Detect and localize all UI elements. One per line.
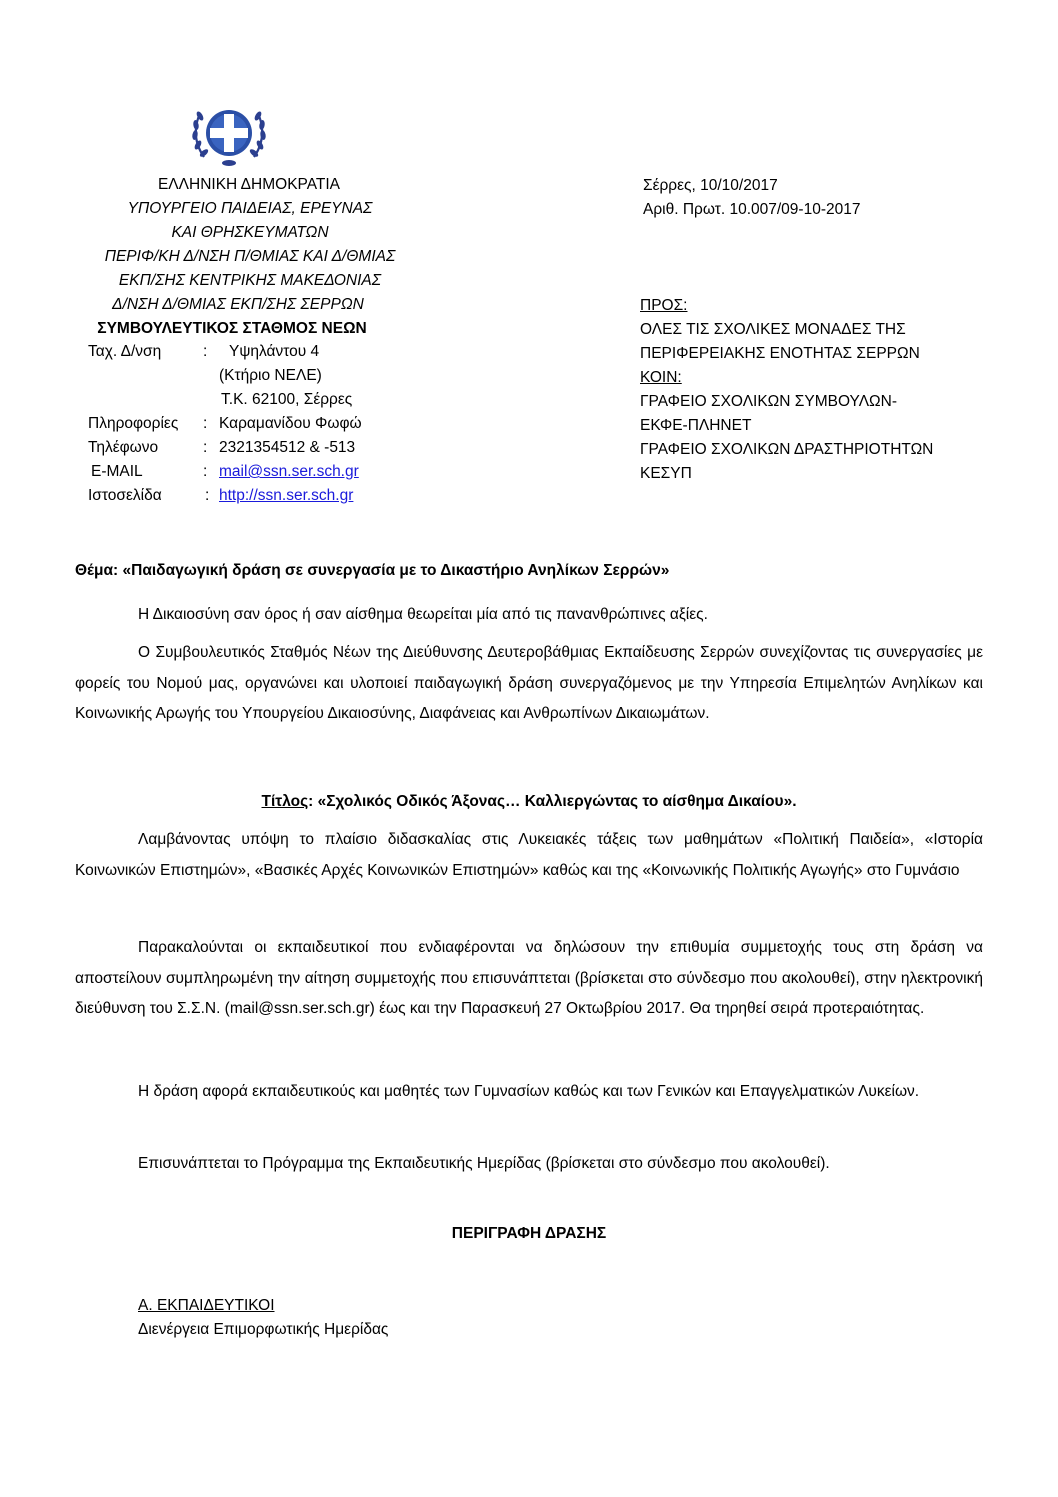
phone-label: Τηλέφωνο bbox=[88, 439, 159, 456]
issuer-line-ministry: ΥΠΟΥΡΓΕΙΟ ΠΑΙΔΕΙΑΣ, ΕΡΕΥΝΑΣ bbox=[127, 200, 373, 217]
phone-colon: : bbox=[203, 439, 208, 456]
to-label: ΠΡΟΣ: bbox=[640, 297, 688, 314]
action-title-label: Τίτλος bbox=[261, 793, 309, 810]
address-label: Ταχ. Δ/νση bbox=[88, 343, 162, 360]
paragraph-audience-text: Η δράση αφορά εκπαιδευτικούς και μαθητές των Γυμνασίων καθώς και των Γενικών και Επαγγελματικών Λυκείων. bbox=[138, 1083, 920, 1100]
cc-label: ΚΟΙΝ: bbox=[640, 369, 682, 386]
cc-line: ΓΡΑΦΕΙΟ ΣΧΟΛΙΚΩΝ ΣΥΜΒΟΥΛΩΝ- bbox=[640, 393, 897, 410]
sub-heading-teachers: Α. ΕΚΠΑΙΔΕΥΤΙΚΟΙ bbox=[138, 1297, 275, 1314]
email-link[interactable]: mail@ssn.ser.sch.gr bbox=[219, 463, 359, 480]
issuer-line-directorate: Δ/ΝΣΗ Δ/ΘΜΙΑΣ ΕΚΠ/ΣΗΣ ΣΕΡΡΩΝ bbox=[112, 296, 364, 313]
document-date: Σέρρες, 10/10/2017 bbox=[643, 177, 778, 194]
paragraph-participation-text: Παρακαλούνται οι εκπαιδευτικοί που ενδιαφέρονται να δηλώσουν την επιθυμία συμμετοχής τους στη δράση να αποστείλουν συμπληρωμένη την αίτηση συμμετοχής που επισυνάπτεται (βρίσκεται στο σύνδεσμο που ακολουθεί), στην ηλεκτρονική διεύθυνση του Σ.Σ.Ν. (mail@ssn.ser.sch.gr) έως και την Παρασκευή 27 Οκτωβρίου 2017. Θα τηρηθεί σειρά προτεραιότητας. bbox=[75, 939, 983, 1017]
website-colon: : bbox=[205, 487, 210, 504]
paragraph-justice bbox=[75, 600, 983, 631]
action-title-text: : «Σχολικός Οδικός Άξονας… Καλλιεργώντας το αίσθημα Δικαίου». bbox=[308, 793, 797, 810]
cc-line: ΓΡΑΦΕΙΟ ΣΧΟΛΙΚΩΝ ΔΡΑΣΤΗΡΙΟΤΗΤΩΝ bbox=[640, 441, 934, 458]
paragraph-organization-text: Ο Συμβουλευτικός Σταθμός Νέων της Διεύθυνσης Δευτεροβάθμιας Εκπαίδευσης Σερρών συνεχίζοντας τις συνεργασίες με φορείς του Νομού μας, οργανώνει και υλοποιεί παιδαγωγική δράση συνεργαζόμενος με την Υπηρεσία Επιμελητών Ανηλίκων και Κοινωνικής Αρωγής του Υπουργείου Δικαιοσύνης, Διαφάνειας και Ανθρωπίνων Δικαιωμάτων. bbox=[75, 644, 983, 722]
paragraph-justice-text: Η Δικαιοσύνη σαν όρος ή σαν αίσθημα θεωρείται μία από τις πανανθρώπινες αξίες. bbox=[138, 606, 708, 623]
email-label: E-MAIL bbox=[91, 463, 143, 480]
to-line: ΠΕΡΙΦΕΡΕΙΑΚΗΣ ΕΝΟΤΗΤΑΣ ΣΕΡΡΩΝ bbox=[640, 345, 920, 362]
issuer-line-station: ΣΥΜΒΟΥΛΕΥΤΙΚΟΣ ΣΤΑΘΜΟΣ ΝΕΩΝ bbox=[97, 320, 367, 337]
info-value: Καραμανίδου Φωφώ bbox=[219, 415, 362, 432]
protocol-number: Αριθ. Πρωτ. 10.007/09-10-2017 bbox=[643, 201, 861, 218]
info-colon: : bbox=[203, 415, 208, 432]
paragraph-curriculum-text: Λαμβάνοντας υπόψη το πλαίσιο διδασκαλίας στις Λυκειακές τάξεις των μαθημάτων «Πολιτική Παιδεία», «Ιστορία Κοινωνικών Επιστημών», «Βασικές Αρχές Κοινωνικών Επιστημών» καθώς και της «Κοινωνικής Πολιτικής Αγωγής» στο Γυμνάσιο bbox=[75, 831, 983, 879]
address-colon: : bbox=[203, 343, 208, 360]
phone-value: 2321354512 & -513 bbox=[219, 439, 356, 456]
to-line: ΟΛΕΣ ΤΙΣ ΣΧΟΛΙΚΕΣ ΜΟΝΑΔΕΣ ΤΗΣ bbox=[640, 321, 906, 338]
paragraph-audience bbox=[75, 1077, 983, 1108]
address-line-3: Τ.Κ. 62100, Σέρρες bbox=[221, 391, 353, 408]
paragraph-attachment bbox=[75, 1149, 983, 1180]
cc-line: ΕΚΦΕ-ΠΛΗΝΕΤ bbox=[640, 417, 752, 434]
paragraph-curriculum bbox=[75, 825, 983, 886]
address-line-2: (Κτήριο ΝΕΛΕ) bbox=[219, 367, 322, 384]
issuer-line-regional: ΠΕΡΙΦ/ΚΗ Δ/ΝΣΗ Π/ΘΜΙΑΣ ΚΑΙ Δ/ΘΜΙΑΣ bbox=[104, 248, 396, 265]
action-title bbox=[75, 793, 983, 811]
address-line-1: Υψηλάντου 4 bbox=[229, 343, 320, 360]
subject-line: Θέμα: «Παιδαγωγική δράση σε συνεργασία με το Δικαστήριο Ανηλίκων Σερρών» bbox=[75, 562, 670, 579]
sub-heading-text: Διενέργεια Επιμορφωτικής Ημερίδας bbox=[138, 1321, 389, 1338]
info-label: Πληροφορίες bbox=[88, 415, 179, 432]
issuer-line-ministry-2: ΚΑΙ ΘΡΗΣΚΕΥΜΑΤΩΝ bbox=[171, 224, 329, 241]
issuer-line-regional-2: ΕΚΠ/ΣΗΣ ΚΕΝΤΡΙΚΗΣ ΜΑΚΕΔΟΝΙΑΣ bbox=[118, 272, 382, 289]
website-label: Ιστοσελίδα bbox=[88, 487, 162, 504]
paragraph-attachment-text: Επισυνάπτεται το Πρόγραμμα της Εκπαιδευτικής Ημερίδας (βρίσκεται στο σύνδεσμο που ακολουθεί). bbox=[138, 1155, 830, 1172]
issuer-line-republic: ΕΛΛΗΝΙΚΗ ΔΗΜΟΚΡΑΤΙΑ bbox=[157, 176, 341, 193]
website-link[interactable]: http://ssn.ser.sch.gr bbox=[219, 487, 354, 504]
paragraph-organization bbox=[75, 638, 983, 730]
paragraph-participation bbox=[75, 933, 983, 1025]
cc-line: ΚΕΣΥΠ bbox=[640, 465, 692, 482]
email-colon: : bbox=[203, 463, 208, 480]
greek-coat-of-arms-emblem bbox=[186, 97, 272, 171]
section-heading: ΠΕΡΙΓΡΑΦΗ ΔΡΑΣΗΣ bbox=[451, 1225, 607, 1242]
